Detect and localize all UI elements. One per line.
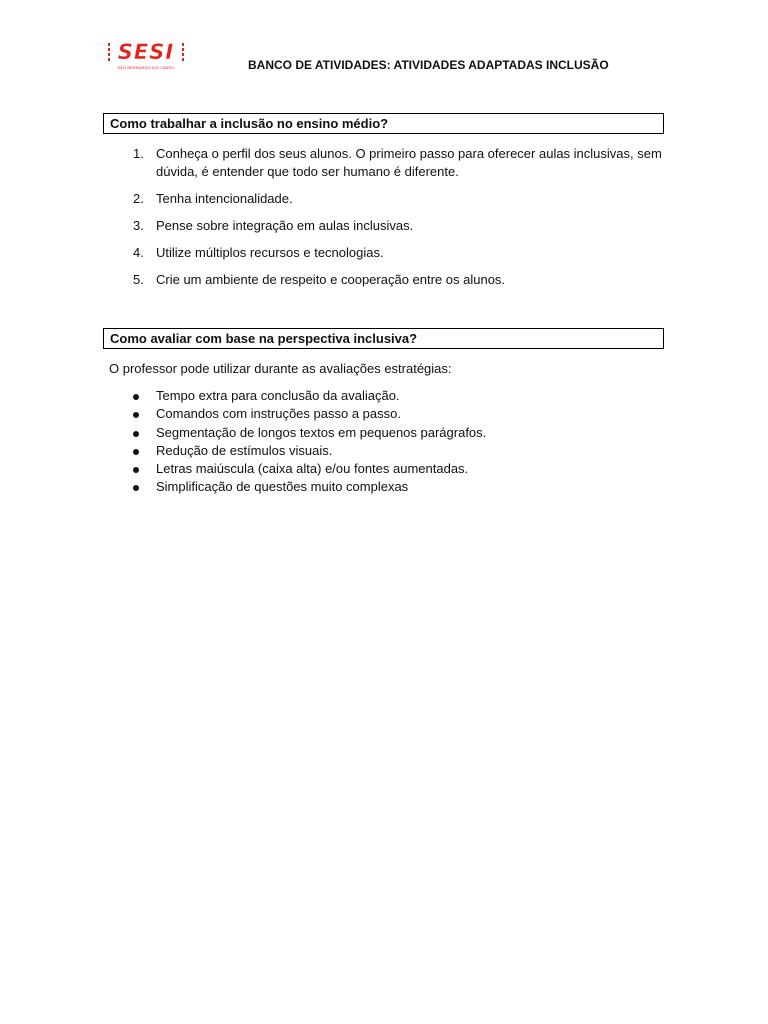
list-item <box>133 460 663 478</box>
list-item <box>133 217 663 235</box>
list-item-text: Conheça o perfil dos seus alunos. O primeiro passo para oferecer aulas inclusivas, sem dúvida, é entender que todo ser humano é diferente. <box>156 146 662 179</box>
list-item-text: Pense sobre integração em aulas inclusivas. <box>156 218 414 233</box>
bullet-icon <box>133 485 139 491</box>
bullet-icon <box>133 467 139 473</box>
list-number: 3. <box>133 218 144 233</box>
section-heading-box <box>103 113 664 134</box>
list-item-text: Utilize múltiplos recursos e tecnologias. <box>156 245 384 260</box>
list-item <box>133 442 663 460</box>
list-item <box>133 424 663 442</box>
list-number: 5. <box>133 272 144 287</box>
list-item <box>133 244 663 262</box>
list-item <box>133 190 663 208</box>
list-item-text: Crie um ambiente de respeito e cooperação entre os alunos. <box>156 272 506 287</box>
list-item-text: Letras maiúscula (caixa alta) e/ou fontes aumentadas. <box>156 461 469 477</box>
list-item-text: Redução de estímulos visuais. <box>156 442 333 458</box>
list-number: 4. <box>133 245 144 260</box>
list-item-text: Comandos com instruções passo a passo. <box>156 406 401 422</box>
section-title: Como trabalhar a inclusão no ensino médio? <box>110 116 389 131</box>
numbered-list <box>133 145 663 298</box>
sesi-logo <box>108 40 184 71</box>
list-item-text: Tenha intencionalidade. <box>156 191 293 206</box>
page-title: BANCO DE ATIVIDADES: ATIVIDADES ADAPTADAS INCLUSÃO <box>248 58 609 72</box>
section-heading-box <box>103 328 664 349</box>
list-item-text: Simplificação de questões muito complexas <box>156 479 409 495</box>
list-number: 2. <box>133 191 144 206</box>
bullet-icon <box>133 394 139 400</box>
bullet-list <box>133 387 663 497</box>
section-title: Como avaliar com base na perspectiva inclusiva? <box>110 331 418 346</box>
logo-subtext: SÃO BERNARDO DO CAMPO <box>117 65 175 70</box>
list-item <box>133 405 663 423</box>
list-item <box>133 145 663 181</box>
bullet-icon <box>133 449 139 455</box>
list-item <box>133 478 663 496</box>
list-item <box>133 271 663 289</box>
list-item-text: Segmentação de longos textos em pequenos parágrafos. <box>156 424 487 440</box>
bullet-icon <box>133 431 139 437</box>
logo-text: SESI <box>117 40 175 64</box>
section-intro: O professor pode utilizar durante as avaliações estratégias: <box>109 361 452 376</box>
list-item <box>133 387 663 405</box>
bullet-icon <box>133 412 139 418</box>
list-item-text: Tempo extra para conclusão da avaliação. <box>156 388 400 403</box>
list-number: 1. <box>133 146 144 161</box>
